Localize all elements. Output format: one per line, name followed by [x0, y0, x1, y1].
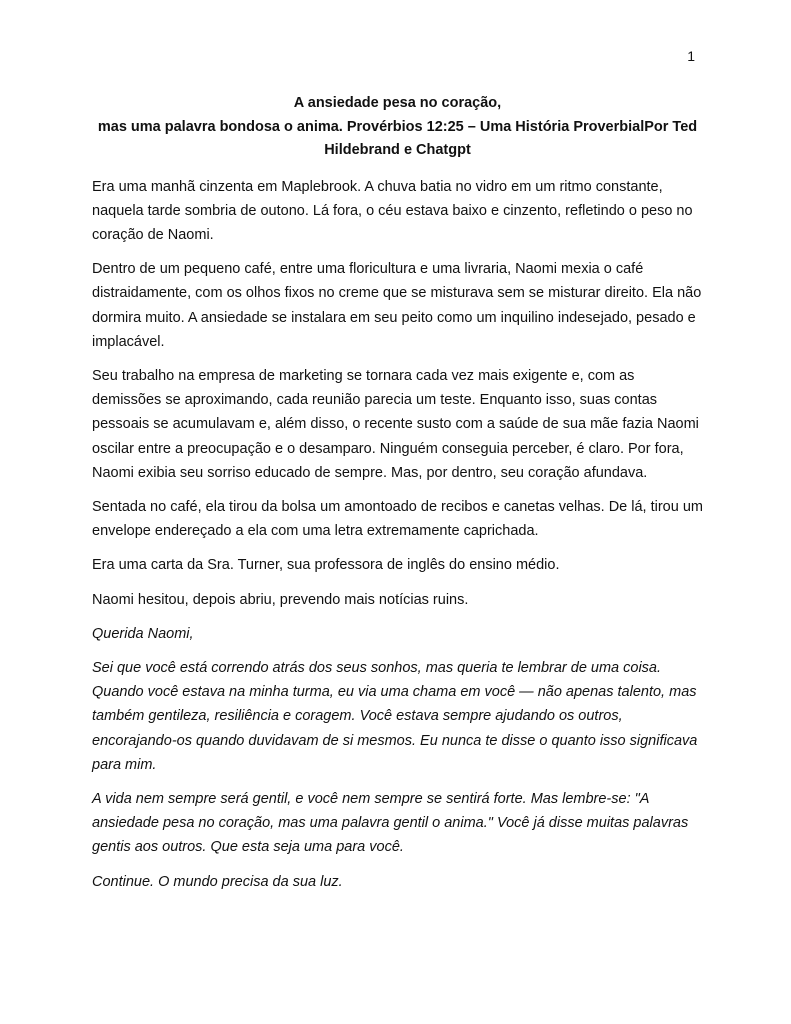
paragraph-letter-from: Era uma carta da Sra. Turner, sua professora de inglês do ensino médio.	[92, 557, 560, 574]
letter-paragraph-1: Sei que você está correndo atrás dos seus sonhos, mas queria te lembrar de uma coisa. Quando você estava na minha turma, eu via uma chama em você — não apenas talento, mas também gentileza, resiliência e coragem. Você estava sempre ajudando os outros, encorajando-os quando duvidavam de si mesmos. Eu nunca te disse o quanto isso significava para mim.	[92, 659, 698, 773]
paragraph-cafe: Dentro de um pequeno café, entre uma floricultura e uma livraria, Naomi mexia o café distraidamente, com os olhos fixos no creme que se misturava sem se misturar direito. Ela não dormira muito. A ansiedade se instalara em seu peito como um inquilino indesejado, pesado e implacável.	[92, 261, 702, 350]
title-line-1: A ansiedade pesa no coração,	[293, 95, 502, 111]
letter-closing: Continue. O mundo precisa da sua luz.	[92, 873, 343, 890]
letter-paragraph-2: A vida nem sempre será gentil, e você nem sempre se sentirá forte. Mas lembre-se: "A ansiedade pesa no coração, mas uma palavra gentil o anima." Você já disse muitas palavras gentis aos outros. Que esta seja uma para você.	[92, 790, 689, 856]
paragraph-hesitation: Naomi hesitou, depois abriu, prevendo mais notícias ruins.	[92, 591, 469, 608]
letter-salutation: Querida Naomi,	[92, 625, 194, 642]
document-body	[92, 92, 703, 904]
paragraph-intro: Era uma manhã cinzenta em Maplebrook. A chuva batia no vidro em um ritmo constante, naquela tarde sombria de outono. Lá fora, o céu estava baixo e cinzento, refletindo o peso no coração de Naomi.	[92, 178, 693, 243]
page-number: 1	[687, 48, 695, 64]
paragraph-work: Seu trabalho na empresa de marketing se tornara cada vez mais exigente e, com as demissões se aproximando, cada reunião parecia um teste. Enquanto isso, suas contas pessoais se acumulavam e, além disso, o recente susto com a saúde de sua mãe fazia Naomi oscilar entre a preocupação e o desamparo. Ninguém conseguia perceber, é claro. Por fora, Naomi exibia seu sorriso educado de sempre. Mas, por dentro, seu coração afundava.	[92, 367, 699, 481]
document-title	[92, 92, 703, 163]
title-line-2: mas uma palavra bondosa o anima. Provérbios 12:25 – Uma História ProverbialPor Ted Hildebrand e Chatgpt	[97, 118, 698, 158]
paragraph-envelope: Sentada no café, ela tirou da bolsa um amontoado de recibos e canetas velhas. De lá, tirou um envelope endereçado a ela com uma letra extremamente caprichada.	[92, 498, 703, 540]
